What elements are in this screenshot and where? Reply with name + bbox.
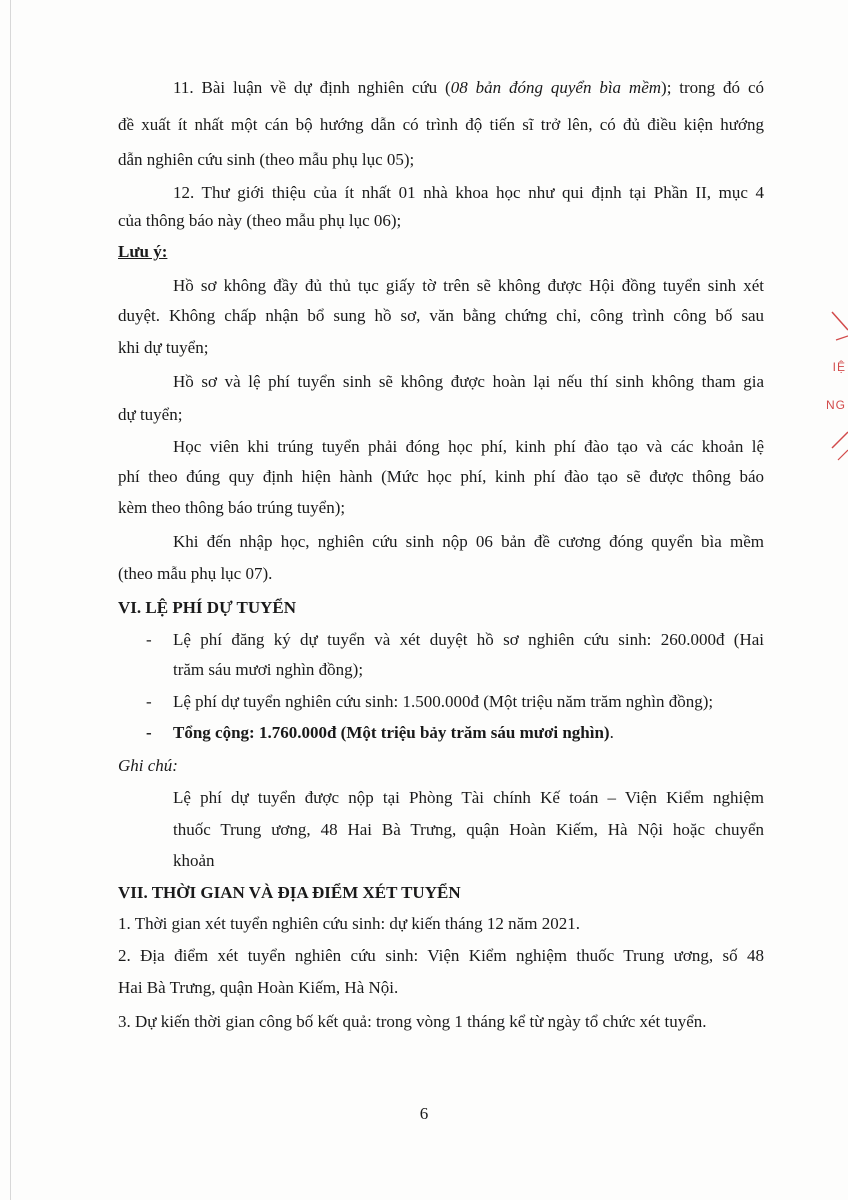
item-11-italic-text: 08 bản đóng quyển bìa mềm [450,78,662,97]
item-11-line-3: dẫn nghiên cứu sinh (theo mẫu phụ lục 05); [118,150,415,169]
stamp-fragment [808,300,848,470]
fee-2-bullet: - [146,692,152,711]
item-11-line-2: đề xuất ít nhất một cán bộ hướng dẫn có trình độ tiến sĩ trở lên, có đủ điều kiện hướng [118,115,764,134]
total-text: Tổng cộng: 1.760.000đ (Một triệu bảy trăm sáu mươi nghìn) [173,723,610,742]
item-12-line-2: của thông báo này (theo mẫu phụ lục 06); [118,211,402,230]
note-3-line-2: phí theo đúng quy định hiện hành (Mức học phí, kinh phí đào tạo sẽ được thông báo [118,467,764,486]
fee-1-line-2: trăm sáu mươi nghìn đồng); [173,660,364,679]
section-7-item-2-line-2: Hai Bà Trưng, quận Hoàn Kiếm, Hà Nội. [118,978,399,997]
section-7-heading: VII. THỜI GIAN VÀ ĐỊA ĐIỂM XÉT TUYỂN [118,883,461,902]
section-7-item-2-line-1: 2. Địa điểm xét tuyển nghiên cứu sinh: Viện Kiểm nghiệm thuốc Trung ương, số 48 [118,946,764,965]
section-6-heading: VI. LỆ PHÍ DỰ TUYỂN [118,598,297,617]
note-2-line-2: dự tuyển; [118,405,183,424]
item-12-line-1: 12. Thư giới thiệu của ít nhất 01 nhà khoa học như qui định tại Phần II, mục 4 [173,183,764,202]
fee-1-line-1: Lệ phí đăng ký dự tuyển và xét duyệt hồ sơ nghiên cứu sinh: 260.000đ (Hai [173,630,764,649]
stamp-text-2: NG [826,398,846,412]
note-label: Lưu ý: [118,242,168,261]
remark-line-1: Lệ phí dự tuyển được nộp tại Phòng Tài chính Kế toán – Viện Kiểm nghiệm [173,788,764,807]
fee-2-line: Lệ phí dự tuyển nghiên cứu sinh: 1.500.000đ (Một triệu năm trăm nghìn đồng); [173,692,714,711]
total-end: . [609,723,614,742]
remark-line-2: thuốc Trung ương, 48 Hai Bà Trưng, quận Hoàn Kiếm, Hà Nội hoặc chuyển [173,820,764,839]
note-3-line-3: kèm theo thông báo trúng tuyển); [118,498,346,517]
note-4-line-1: Khi đến nhập học, nghiên cứu sinh nộp 06 bản đề cương đóng quyển bìa mềm [173,532,764,551]
item-11-text: 11. Bài luận về dự định nghiên cứu ( [173,78,451,97]
remark-label: Ghi chú: [118,756,178,775]
stamp-arc-icon [808,300,848,470]
note-4-line-2: (theo mẫu phụ lục 07). [118,564,273,583]
remark-line-3: khoản [173,851,215,870]
total-bullet: - [146,723,152,742]
stamp-text-1: IỆ [832,360,846,374]
note-1-line-2: duyệt. Không chấp nhận bổ sung hồ sơ, văn bằng chứng chỉ, công trình công bố sau [118,306,764,325]
note-1-line-3: khi dự tuyển; [118,338,209,357]
section-7-item-3: 3. Dự kiến thời gian công bố kết quả: trong vòng 1 tháng kể từ ngày tổ chức xét tuyển. [118,1012,707,1031]
section-7-item-1: 1. Thời gian xét tuyển nghiên cứu sinh: dự kiến tháng 12 năm 2021. [118,914,580,933]
page-number: 6 [419,1104,429,1123]
note-1-line-1: Hồ sơ không đầy đủ thủ tục giấy tờ trên sẽ không được Hội đồng tuyển sinh xét [173,276,764,295]
total-line [173,723,614,743]
note-2-line-1: Hồ sơ và lệ phí tuyển sinh sẽ không được hoàn lại nếu thí sinh không tham gia [173,372,764,391]
item-11-line-1 [173,78,764,98]
note-3-line-1: Học viên khi trúng tuyển phải đóng học phí, kinh phí đào tạo và các khoản lệ [173,437,764,456]
fee-1-bullet: - [146,630,152,649]
item-11-text-end: ); trong đó có [661,78,764,97]
